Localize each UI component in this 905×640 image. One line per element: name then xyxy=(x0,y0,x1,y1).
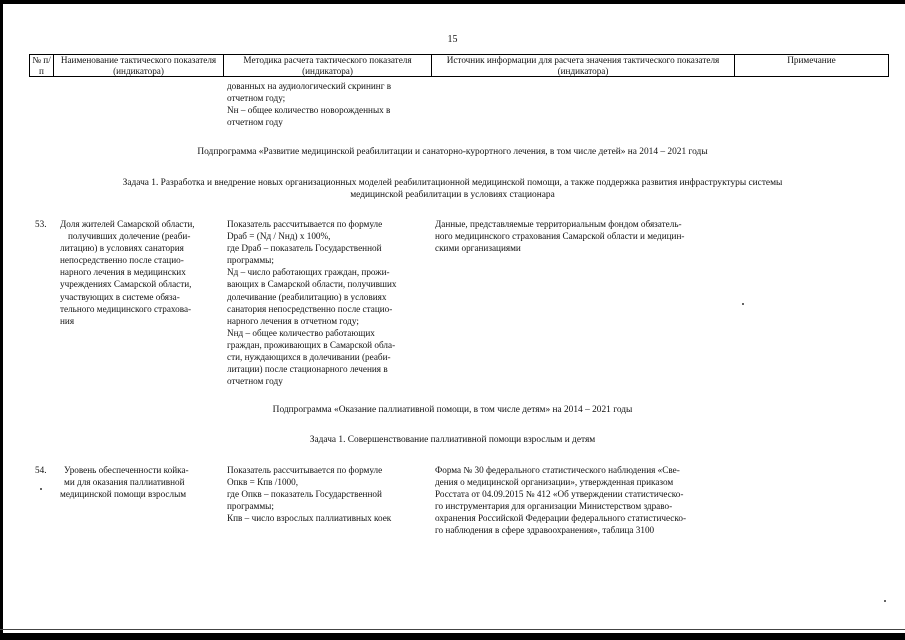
row-53-name-line: нарного лечения в медицинских xyxy=(60,267,186,278)
row-54-num: 54. xyxy=(35,465,47,475)
task-2-title: Задача 1. Совершенствование паллиативной помощи взрослым и детям xyxy=(309,435,596,445)
header-col-note: Примечание xyxy=(734,54,889,77)
row-54-source-line: Форма № 30 федерального статистического наблюдения «Све- xyxy=(435,465,680,475)
subprogram-1-title: Подпрограмма «Развитие медицинской реабилитации и санаторно-курортного лечения, в том числе детей» на 2014 – 2021 годы xyxy=(197,147,708,157)
scan-speck xyxy=(40,488,42,490)
row-54-formula: Опкв = Кпв /1000, xyxy=(227,477,299,488)
row-54-name-line: медицинской помощи взрослым xyxy=(60,489,187,500)
row-53-source xyxy=(435,218,731,254)
header-col-name: Наименование тактического показателя (индикатора) xyxy=(53,54,223,77)
task-1-title-line1: Задача 1. Разработка и внедрение новых организационных моделей реабилитационной медицинской помощи, а также поддержка развития инфраструктуры системы xyxy=(122,178,783,188)
row-54-source-line: охранения Российской Федерации федерального статистическо- xyxy=(435,513,687,524)
row-54-method xyxy=(227,464,429,524)
row-53-method xyxy=(227,218,429,387)
row-53-name-line: участвующих в системе обяза- xyxy=(60,291,180,302)
scan-speck xyxy=(884,600,886,602)
row-53-formula: Dраб = (Nд / Nнд) х 100%, xyxy=(227,231,331,242)
row-53-method-line: вающих в Самарской области, получивших xyxy=(227,279,397,290)
header-col-method: Методика расчета тактического показателя (индикатора) xyxy=(223,54,431,77)
row-53-method-line: граждан, проживающих в Самарской обла- xyxy=(227,339,396,350)
row-53-method-line: литации) после стационарного лечения в xyxy=(227,364,388,375)
row-54-source-line: Росстата от 04.09.2015 № 412 «Об утверждении статистическо- xyxy=(435,489,684,500)
row-54-source-line: дения о медицинской организации», утвержденная приказом xyxy=(435,477,674,488)
page-number: 15 xyxy=(447,34,458,45)
continuation-line: отчетном году xyxy=(227,117,283,128)
row-53-method-line: где Dраб – показатель Государственной xyxy=(227,243,382,254)
continuation-line: Nн – общее количество новорожденных в xyxy=(227,105,391,116)
row-53-method-line: санатория непосредственно после стацио- xyxy=(227,303,393,314)
row-53-name xyxy=(60,218,220,327)
row-53-name-line: тельного медицинского страхова- xyxy=(60,303,192,314)
row-53-method-line: сти, нуждающихся в долечивании (реаби- xyxy=(227,352,391,363)
row-54-method-line: программы; xyxy=(227,501,274,512)
continuation-line: отчетном году; xyxy=(227,93,286,104)
row-53-method-line: программы; xyxy=(227,255,274,266)
row-54-name-line: Уровень обеспеченности койка- xyxy=(64,465,189,475)
header-col-source: Источник информации для расчета значения тактического показателя (индикатора) xyxy=(431,54,734,77)
row-53-method-line: долечивание (реабилитацию) в условиях xyxy=(227,291,387,302)
row-53-name-line: учреждениях Самарской области, xyxy=(60,279,192,290)
scan-border-top xyxy=(0,0,905,4)
continuation-line: дованных на аудиологический скрининг в xyxy=(227,81,392,91)
row-53-source-line: ного медицинского страхования Самарской области и медицин- xyxy=(435,231,685,242)
subprogram-2-title: Подпрограмма «Оказание паллиативной помощи, в том числе детям» на 2014 – 2021 годы xyxy=(272,405,633,415)
continuation-cell xyxy=(227,80,427,128)
scan-border-bottom-inner xyxy=(0,629,905,630)
row-54-name-line: ми для оказания паллиативной xyxy=(64,477,185,488)
row-53-source-line: скими организациями xyxy=(435,243,521,254)
row-53-name-line: литацию) в условиях санатория xyxy=(60,243,184,254)
row-54-method-line: Кпв – число взрослых паллиативных коек xyxy=(227,513,392,524)
row-53-name-line: ния xyxy=(60,315,75,326)
header-col-num: № п/п xyxy=(29,54,53,77)
row-53-method-line: нарного лечения в отчетном году; xyxy=(227,315,359,326)
task-1-title-line2: медицинской реабилитации в условиях стационара xyxy=(350,190,555,200)
row-54-source-line: го наблюдения в сфере здравоохранения», таблица 3100 xyxy=(435,525,655,536)
row-54-method-line: где Опкв – показатель Государственной xyxy=(227,489,382,500)
scan-border-left xyxy=(0,0,3,640)
row-54-source xyxy=(435,464,731,537)
scan-speck xyxy=(742,303,744,305)
row-53-method-line: Nд – число работающих граждан, прожи- xyxy=(227,267,390,278)
row-54-name xyxy=(60,464,220,500)
scan-border-bottom xyxy=(0,633,905,640)
row-53-method-line: отчетном году xyxy=(227,376,283,387)
row-53-num: 53. xyxy=(35,219,47,229)
row-53-name-line: непосредственно после стацио- xyxy=(60,255,184,266)
row-53-source-line: Данные, представляемые территориальным фондом обязатель- xyxy=(435,219,682,229)
row-53-method-line: Nнд – общее количество работающих xyxy=(227,327,375,338)
row-54-source-line: го инструментария для организации Министерством здраво- xyxy=(435,501,673,512)
row-54-method-line: Показатель рассчитывается по формуле xyxy=(227,465,383,475)
row-53-name-line: Доля жителей Самарской области, xyxy=(60,219,195,229)
row-53-name-line: получивших долечение (реаби- xyxy=(68,231,191,242)
row-53-method-line: Показатель рассчитывается по формуле xyxy=(227,219,383,229)
